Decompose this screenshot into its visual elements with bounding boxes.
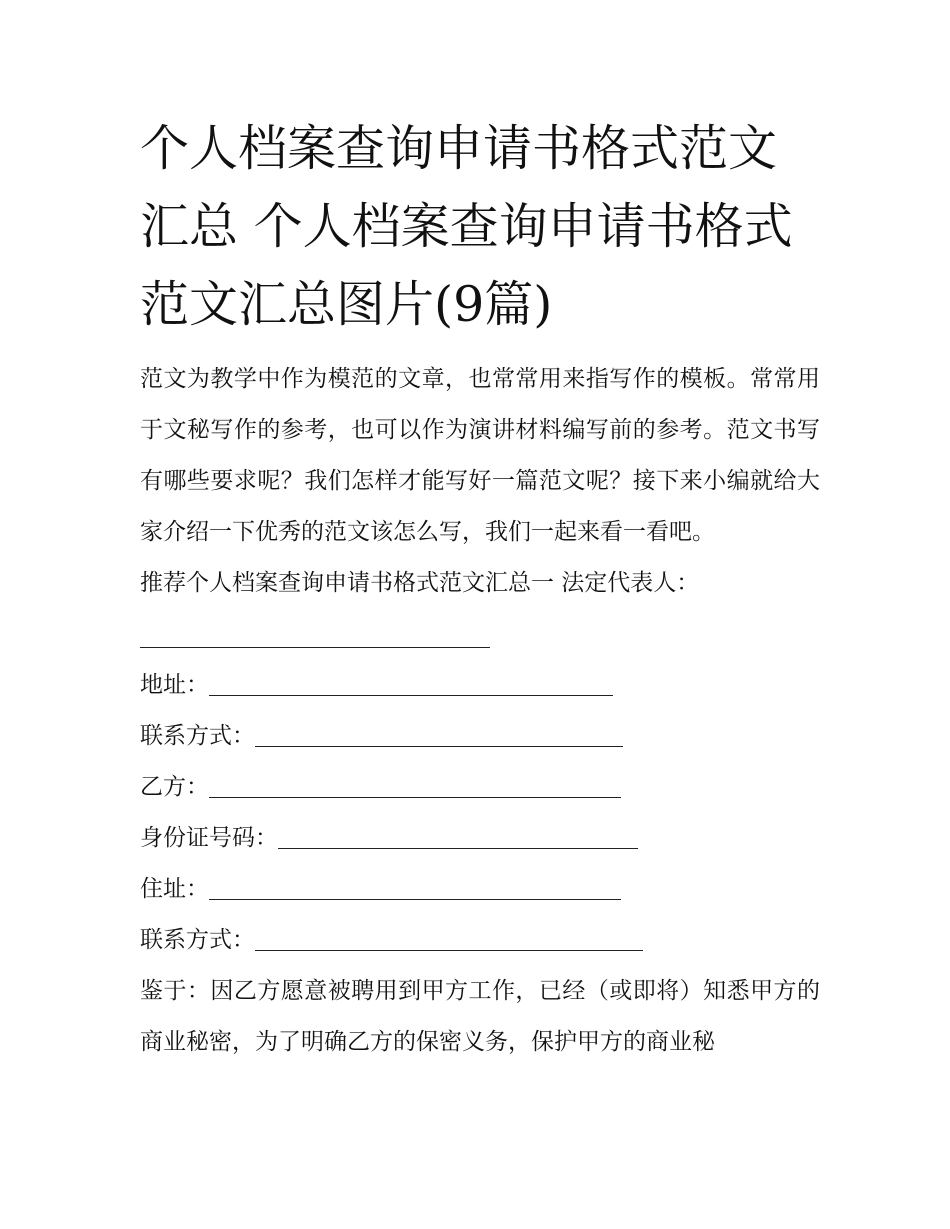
field-label: 联系方式： <box>140 927 255 953</box>
blank-line <box>278 847 638 849</box>
document-page <box>140 110 820 1068</box>
field-address <box>140 660 820 711</box>
field-contact <box>140 711 820 762</box>
intro-paragraph: 范文为教学中作为模范的文章，也常常用来指写作的模板。常常用于文秘写作的参考，也可以作为演讲材料编写前的参考。范文书写有哪些要求呢？我们怎样才能写好一篇范文呢？接下来小编就给大家介绍一下优秀的范文该怎么写，我们一起来看一看吧。 <box>140 366 820 545</box>
blank-line <box>209 898 621 900</box>
field-label: 住址： <box>140 876 209 902</box>
closing-paragraph: 鉴于：因乙方愿意被聘用到甲方工作，已经（或即将）知悉甲方的商业秘密，为了明确乙方的保密义务，保护甲方的商业秘 <box>140 978 820 1055</box>
field-label: 联系方式： <box>140 723 255 749</box>
field-label: 身份证号码： <box>140 825 278 851</box>
blank-line <box>255 949 643 951</box>
field-label: 乙方： <box>140 774 209 800</box>
field-label: 地址： <box>140 672 209 698</box>
document-title: 个人档案查询申请书格式范文汇总 个人档案查询申请书格式范文汇总图片(9篇) <box>140 120 793 333</box>
field-id-number <box>140 813 820 864</box>
field-party-b <box>140 762 820 813</box>
blank-line <box>255 745 623 747</box>
blank-line <box>209 796 621 798</box>
blank-line <box>209 694 613 696</box>
recommend-paragraph: 推荐个人档案查询申请书格式范文汇总一 法定代表人： <box>140 570 700 596</box>
field-contact-2 <box>140 915 820 966</box>
legal-rep-blank-line <box>140 609 490 648</box>
field-residence <box>140 864 820 915</box>
